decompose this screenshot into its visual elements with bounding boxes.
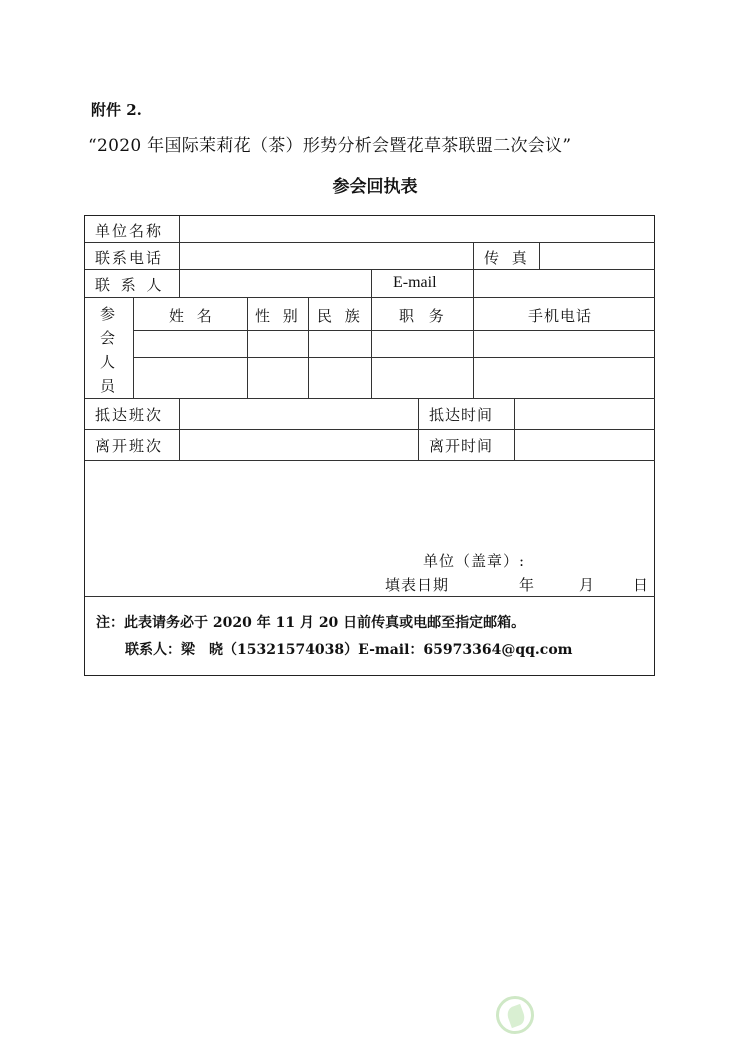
arrival-time-field[interactable]	[516, 400, 654, 428]
date-year-label: 年	[519, 576, 537, 594]
col-ethnicity-header: 民 族	[317, 307, 364, 325]
email-field[interactable]	[475, 271, 654, 296]
departure-time-field[interactable]	[516, 431, 654, 459]
fax-label: 传 真	[484, 249, 531, 267]
col-name-header: 姓 名	[169, 307, 216, 325]
col-position-header: 职 务	[399, 307, 449, 325]
form-title: 参会回执表	[332, 177, 418, 197]
attendee-1-position-field[interactable]	[373, 332, 471, 356]
unit-name-label: 单位名称	[95, 222, 164, 240]
attendee-2-mobile-field[interactable]	[475, 359, 654, 397]
attendees-label: 参会人员	[100, 305, 116, 395]
arrival-time-label: 抵达时间	[429, 406, 494, 424]
col-gender-header: 性 别	[255, 307, 302, 325]
attendee-1-gender-field[interactable]	[249, 332, 306, 356]
unit-name-field[interactable]	[181, 217, 654, 241]
attendee-2-ethnicity-field[interactable]	[310, 359, 369, 397]
receipt-form	[84, 215, 655, 676]
seal-label: 单位（盖章）:	[423, 552, 526, 570]
leaf-icon	[505, 1004, 527, 1028]
date-label: 填表日期	[385, 576, 450, 594]
attendee-2-gender-field[interactable]	[249, 359, 306, 397]
email-label: E-mail	[393, 274, 437, 291]
attendee-1-mobile-field[interactable]	[475, 332, 654, 356]
attendee-2-position-field[interactable]	[373, 359, 471, 397]
date-day-label: 日	[633, 576, 651, 594]
note-text: 注：此表请务必于 2020 年 11 月 20 日前传真或电邮至指定邮箱。	[96, 615, 526, 631]
attendee-1-name-field[interactable]	[135, 332, 245, 356]
contact-person-field[interactable]	[181, 271, 369, 296]
arrival-train-field[interactable]	[181, 400, 416, 428]
departure-train-label: 离开班次	[95, 437, 164, 455]
phone-field[interactable]	[181, 244, 471, 268]
departure-time-label: 离开时间	[429, 437, 494, 455]
watermark-logo	[496, 996, 534, 1034]
departure-train-field[interactable]	[181, 431, 416, 459]
date-month-label: 月	[579, 576, 597, 594]
attendee-2-name-field[interactable]	[135, 359, 245, 397]
attachment-label: 附件 2.	[91, 101, 142, 119]
document-title: “2020 年国际茉莉花（茶）形势分析会暨花草茶联盟二次会议”	[88, 136, 572, 156]
contact-person-label: 联 系 人	[95, 276, 165, 294]
fax-field[interactable]	[541, 244, 654, 268]
arrival-train-label: 抵达班次	[95, 406, 164, 424]
col-mobile-header: 手机电话	[528, 307, 593, 325]
phone-label: 联系电话	[95, 249, 164, 267]
attendee-1-ethnicity-field[interactable]	[310, 332, 369, 356]
note-contact-line: 联系人：梁 晓（15321574038）E-mail：65973364@qq.com	[125, 642, 573, 658]
